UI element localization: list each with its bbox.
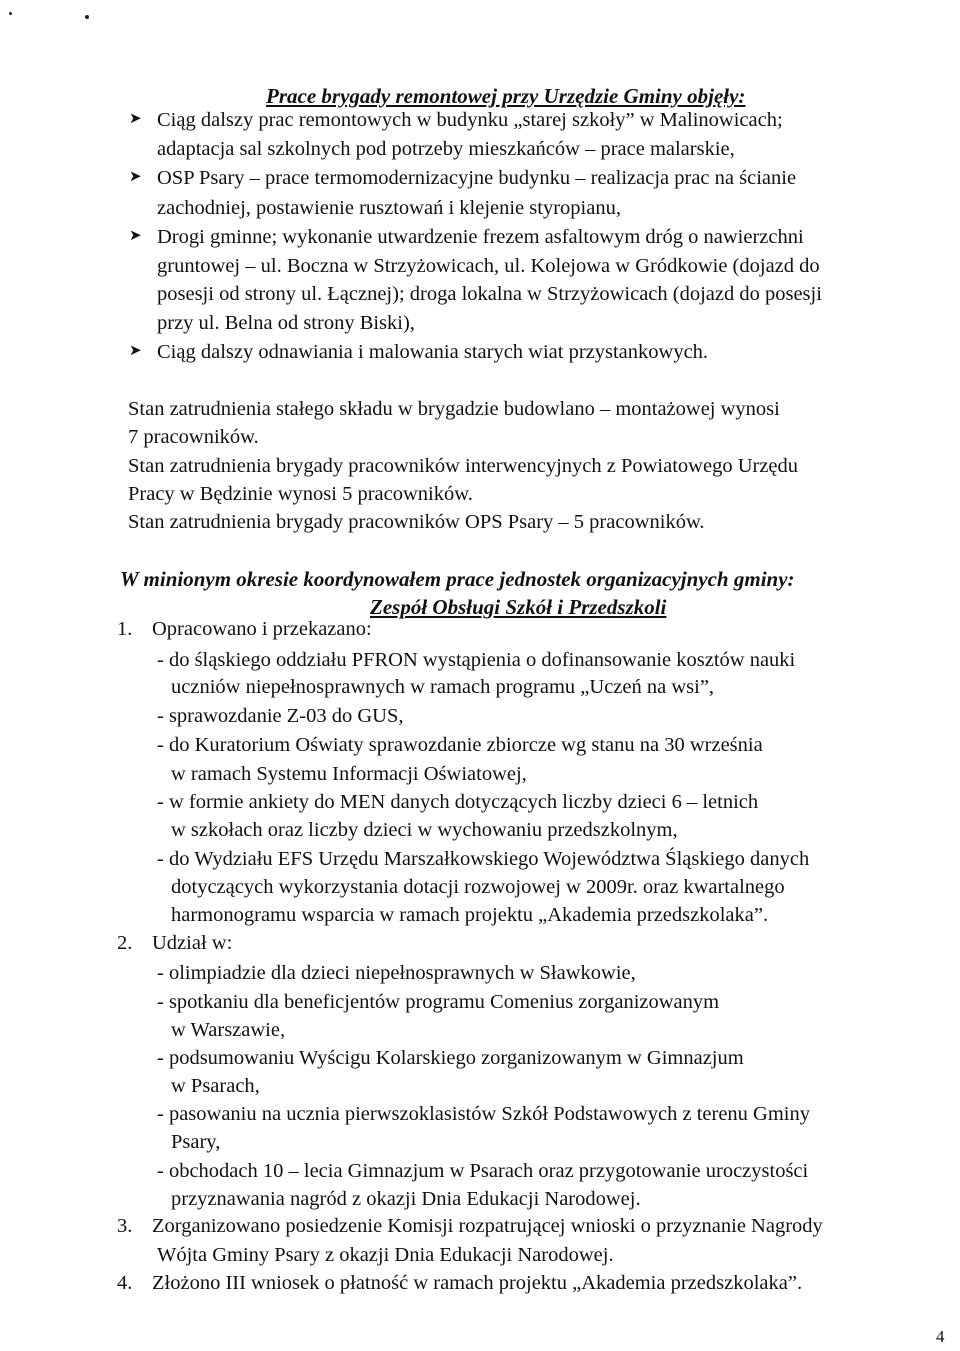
list-item-line: harmonogramu wsparcia w ramach projektu „Akademia przedszkolaka”. xyxy=(171,904,769,926)
list-item-line: Wójta Gminy Psary z okazji Dnia Edukacji Narodowej. xyxy=(157,1244,614,1266)
list-item-line: - pasowaniu na ucznia pierwszoklasistów Szkół Podstawowych z terenu Gminy xyxy=(157,1103,811,1125)
list-item-line: - sprawozdanie Z-03 do GUS, xyxy=(157,705,404,727)
page-number: 4 xyxy=(936,1327,945,1346)
bullet-text-line: OSP Psary – prace termomodernizacyjne budynku – realizacja prac na ścianie xyxy=(157,167,797,189)
list-item-line: Psary, xyxy=(171,1131,221,1153)
employment-line: Stan zatrudnienia brygady pracowników interwencyjnych z Powiatowego Urzędu xyxy=(128,455,799,477)
employment-line: Pracy w Będzinie wynosi 5 pracowników. xyxy=(128,483,473,505)
list-number: 4. xyxy=(117,1272,133,1294)
bullet-text-line: adaptacja sal szkolnych pod potrzeby mieszkańców – prace malarskie, xyxy=(157,138,735,160)
list-item-line: uczniów niepełnosprawnych w ramach programu „Uczeń na wsi”, xyxy=(171,676,715,698)
employment-line: Stan zatrudnienia stałego składu w brygadzie budowlano – montażowej wynosi xyxy=(128,398,780,420)
list-item-line: - do Kuratorium Oświaty sprawozdanie zbiorcze wg stanu na 30 września xyxy=(157,734,763,756)
list-item-title: Zorganizowano posiedzenie Komisji rozpatrującej wnioski o przyznanie Nagrody xyxy=(152,1215,823,1237)
list-item-line: dotyczących wykorzystania dotacji rozwojowej w 2009r. oraz kwartalnego xyxy=(171,876,785,898)
list-item-line: - do Wydziału EFS Urzędu Marszałkowskiego Województwa Śląskiego danych xyxy=(157,848,810,870)
bullet-text-line: zachodniej, postawienie rusztowań i klejenie styropianu, xyxy=(157,197,621,219)
bullet-text-line: posesji od strony ul. Łącznej); droga lokalna w Strzyżowicach (dojazd do posesji xyxy=(157,283,822,305)
arrowhead-bullet-icon: ➤ xyxy=(129,111,142,127)
employment-line: Stan zatrudnienia brygady pracowników OPS Psary – 5 pracowników. xyxy=(128,511,705,533)
list-item-title: Udział w: xyxy=(152,932,233,954)
arrowhead-bullet-icon: ➤ xyxy=(129,228,142,244)
list-item-line: w Warszawie, xyxy=(171,1019,286,1041)
list-item-line: w Psarach, xyxy=(171,1075,260,1097)
list-number: 3. xyxy=(117,1215,133,1237)
list-item-line: - spotkaniu dla beneficjentów programu Comenius zorganizowanym xyxy=(157,991,720,1013)
section-subheading-zosip: Zespół Obsługi Szkół i Przedszkoli xyxy=(370,595,667,619)
list-number: 1. xyxy=(117,618,133,640)
list-item-line: - olimpiadzie dla dzieci niepełnosprawnych w Sławkowie, xyxy=(157,962,636,984)
bullet-text-line: gruntowej – ul. Boczna w Strzyżowicach, ul. Kolejowa w Gródkowie (dojazd do xyxy=(157,255,820,277)
list-item-line: w szkołach oraz liczby dzieci w wychowaniu przedszkolnym, xyxy=(171,819,678,841)
employment-line: 7 pracowników. xyxy=(128,426,259,448)
list-item-title: Opracowano i przekazano: xyxy=(152,618,372,640)
bullet-text-line: Ciąg dalszy prac remontowych w budynku „starej szkoły” w Malinowicach; xyxy=(157,109,783,131)
arrowhead-bullet-icon: ➤ xyxy=(129,343,142,359)
list-item-line: - do śląskiego oddziału PFRON wystąpienia o dofinansowanie kosztów nauki xyxy=(157,649,796,671)
list-item-line: w ramach Systemu Informacji Oświatowej, xyxy=(171,763,527,785)
bullet-text-line: przy ul. Belna od strony Biski), xyxy=(157,312,415,334)
list-item-line: - w formie ankiety do MEN danych dotyczących liczby dzieci 6 – letnich xyxy=(157,791,759,813)
list-item-line: - obchodach 10 – lecia Gimnazjum w Psarach oraz przygotowanie uroczystości xyxy=(157,1160,809,1182)
bullet-text-line: Drogi gminne; wykonanie utwardzenie frezem asfaltowym dróg o nawierzchni xyxy=(157,226,804,248)
list-item-line: - podsumowaniu Wyścigu Kolarskiego zorganizowanym w Gimnazjum xyxy=(157,1047,744,1069)
arrowhead-bullet-icon: ➤ xyxy=(129,169,142,185)
scan-speck xyxy=(85,15,89,19)
list-number: 2. xyxy=(117,932,133,954)
scan-speck xyxy=(9,12,12,15)
bullet-text-line: Ciąg dalszy odnawiania i malowania starych wiat przystankowych. xyxy=(157,341,709,363)
section-heading-coordination: W minionym okresie koordynowałem prace jednostek organizacyjnych gminy: xyxy=(120,567,795,591)
section-heading-renovation: Prace brygady remontowej przy Urzędzie Gminy objęły: xyxy=(266,84,746,108)
list-item-title: Złożono III wniosek o płatność w ramach projektu „Akademia przedszkolaka”. xyxy=(152,1272,803,1294)
list-item-line: przyznawania nagród z okazji Dnia Edukacji Narodowej. xyxy=(171,1188,641,1210)
